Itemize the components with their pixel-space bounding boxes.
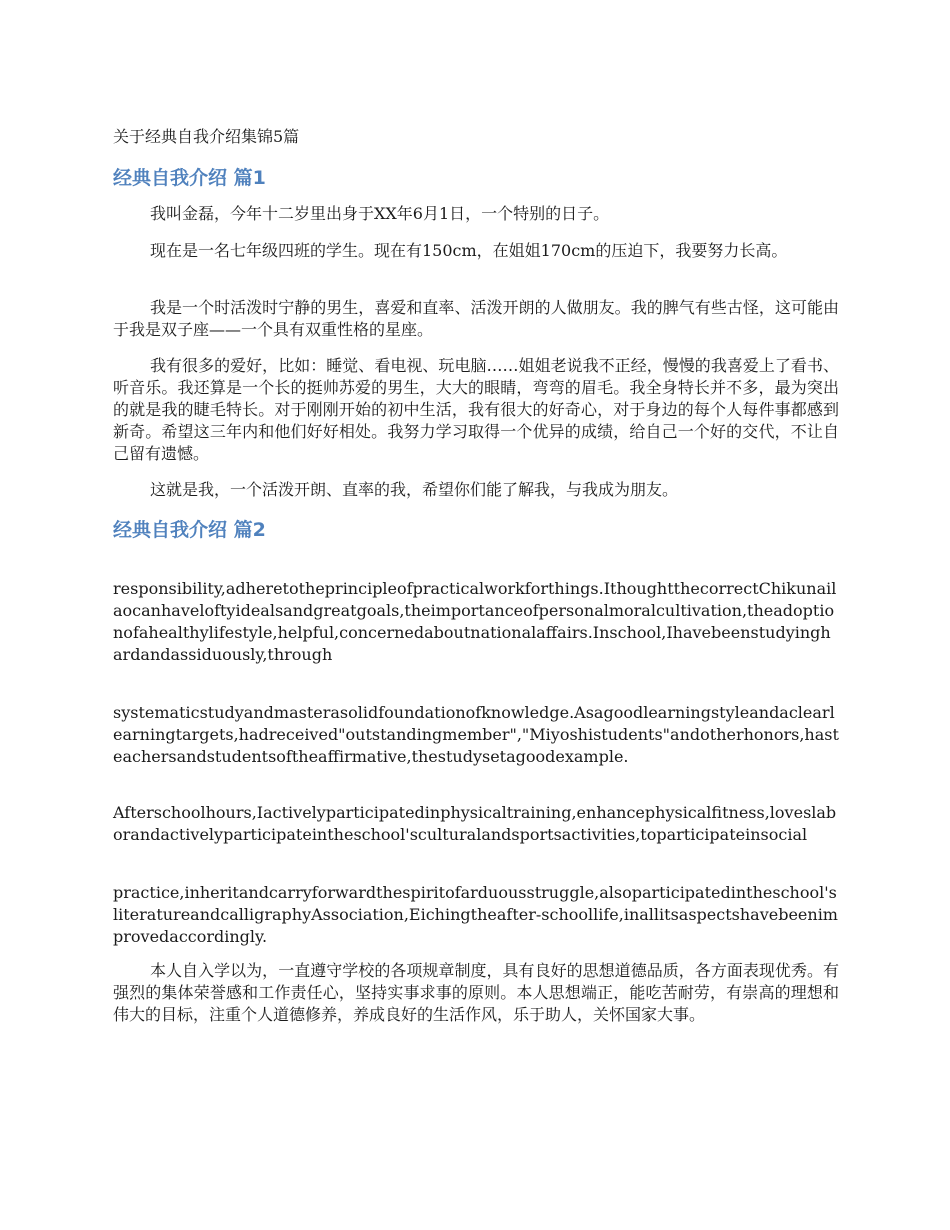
section-1-paragraph: 现在是一名七年级四班的学生。现在有150cm，在姐姐170cm的压迫下，我要努力长高。: [150, 241, 788, 260]
section-1-paragraph: 我有很多的爱好，比如：睡觉、看电视、玩电脑……姐姐老说我不正经，慢慢的我喜爱上了看书、听音乐。我还算是一个长的挺帅苏爱的男生，大大的眼睛，弯弯的眉毛。我全身特长并不多，最为突出的就是我的睫毛特长。对于刚刚开始的初中生活，我有很大的好奇心，对于身边的每个人每件事都感到新奇。希望这三年内和他们好好相处。我努力学习取得一个优异的成绩，给自己一个好的交代，不让自己留有遗憾。: [113, 356, 839, 463]
section-2-english-paragraph: Afterschoolhours,Iactivelyparticipatedinphysicaltraining,enhancephysicalfitness,loveslaborandactivelyparticipateintheschool'sculturalandsportsactivities,toparticipateinsocial: [113, 803, 837, 844]
section-1-paragraph: 我叫金磊，今年十二岁里出身于XX年6月1日，一个特别的日子。: [150, 204, 610, 223]
section-1-heading: 经典自我介绍 篇1: [113, 167, 266, 189]
section-2-heading: 经典自我介绍 篇2: [113, 519, 266, 541]
section-1-paragraph: 这就是我，一个活泼开朗、直率的我，希望你们能了解我，与我成为朋友。: [150, 480, 679, 499]
section-2-english-paragraph: systematicstudyandmasterasolidfoundationofknowledge.Asagoodlearningstyleandaclearlearningtargets,hadreceived"outstandingmember","Miyoshistudents"andotherhonors,hasteachersandstudentsoftheaffirmative,thestudysetagoodexample.: [113, 703, 839, 766]
document-title: 关于经典自我介绍集锦5篇: [113, 127, 300, 146]
section-2-english-paragraph: practice,inheritandcarryforwardthespiritofarduousstruggle,alsoparticipatedintheschool'sliteratureandcalligraphyAssociation,Eichingtheafter-schoollife,inallitsaspectshavebeenimprovedaccordingly.: [113, 883, 838, 946]
section-2-closing-paragraph: 本人自入学以为，一直遵守学校的各项规章制度，具有良好的思想道德品质，各方面表现优秀。有强烈的集体荣誉感和工作责任心，坚持实事求事的原则。本人思想端正，能吃苦耐劳，有崇高的理想和伟大的目标，注重个人道德修养，养成良好的生活作风，乐于助人，关怀国家大事。: [113, 961, 839, 1024]
section-1-paragraph: 我是一个时活泼时宁静的男生，喜爱和直率、活泼开朗的人做朋友。我的脾气有些古怪，这可能由于我是双子座——一个具有双重性格的星座。: [113, 298, 839, 339]
section-2-english-paragraph: responsibility,adheretotheprincipleofpracticalworkforthings.IthoughtthecorrectChikunailaocanhaveloftyidealsandgreatgoals,theimportanceofpersonalmoralcultivation,theadoptionofahealthylifestyle,helpful,concernedaboutnationalaffairs.Inschool,Ihavebeenstudyinghardandassiduously,through: [113, 579, 837, 664]
